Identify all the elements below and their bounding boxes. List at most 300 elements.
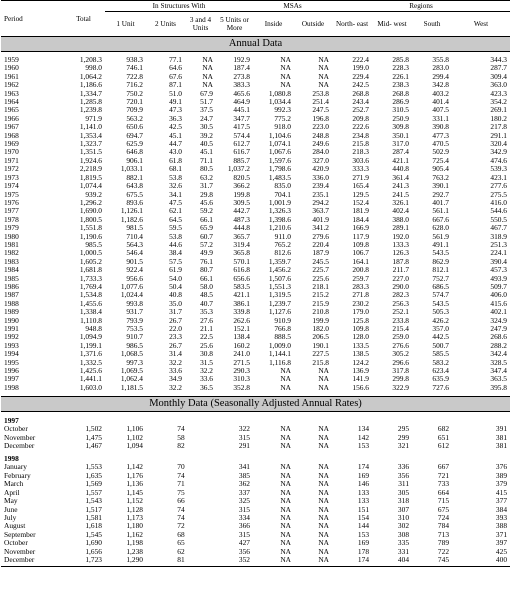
table-cell: NA bbox=[202, 56, 213, 64]
table-cell: NA bbox=[202, 64, 213, 73]
table-cell: 271.8 bbox=[352, 291, 370, 300]
table-cell: 885.7 bbox=[233, 156, 250, 165]
table-cell: 1,290 bbox=[126, 555, 143, 564]
table-cell: 311 bbox=[398, 480, 410, 489]
table-cell: 1978 bbox=[4, 215, 19, 224]
table-cell: 1988 bbox=[4, 299, 19, 308]
table-cell: 918.0 bbox=[274, 123, 291, 132]
table-cell: 166.9 bbox=[352, 224, 370, 233]
table-cell: 563.2 bbox=[126, 114, 143, 123]
table-cell: 715 bbox=[437, 497, 450, 506]
table-row bbox=[1, 174, 510, 182]
table-cell: 401.9 bbox=[312, 215, 330, 224]
table-cell: 1986 bbox=[4, 282, 19, 291]
table-cell: 174 bbox=[357, 555, 370, 564]
table-cell: 344.3 bbox=[490, 56, 508, 64]
table-cell: 694.7 bbox=[126, 131, 143, 140]
table-cell: NA bbox=[280, 433, 291, 442]
table-cell: 675 bbox=[437, 505, 450, 514]
table-cell: 1970 bbox=[4, 148, 19, 157]
table-cell: 320.4 bbox=[490, 140, 508, 149]
table-cell: 1,398.6 bbox=[268, 215, 291, 224]
year-heading-row bbox=[1, 416, 510, 425]
table-cell: 242.5 bbox=[352, 81, 370, 90]
table-cell: 243.4 bbox=[352, 98, 370, 107]
table-row bbox=[1, 489, 510, 497]
table-cell: 310.5 bbox=[392, 106, 410, 115]
table-cell: 1,296.2 bbox=[79, 198, 102, 207]
table-row bbox=[1, 73, 510, 81]
table-cell: 682 bbox=[437, 425, 450, 434]
table-cell: 835.0 bbox=[274, 182, 291, 191]
table-cell: 363.0 bbox=[490, 81, 508, 90]
table-cell: 457.3 bbox=[490, 266, 508, 275]
table-cell: 152.4 bbox=[352, 198, 370, 207]
table-row bbox=[1, 531, 510, 539]
table-cell: 142 bbox=[357, 433, 370, 442]
table-row bbox=[1, 207, 510, 215]
table-cell: 33.6 bbox=[169, 367, 182, 376]
table-cell: 1,094 bbox=[126, 442, 143, 451]
table-cell: 390.4 bbox=[490, 257, 508, 266]
table-cell: 165.4 bbox=[352, 182, 370, 191]
table-cell: 109.8 bbox=[352, 325, 370, 333]
table-cell: 820.5 bbox=[233, 173, 250, 182]
table-cell: 31.5 bbox=[200, 358, 213, 367]
table-cell: NA bbox=[318, 539, 330, 548]
table-cell: 1,106 bbox=[126, 425, 143, 434]
table-row bbox=[1, 224, 510, 232]
table-cell: 1962 bbox=[4, 81, 19, 90]
table-cell: 37.5 bbox=[200, 106, 213, 115]
table-cell: 287.4 bbox=[392, 148, 410, 157]
table-cell: 564.3 bbox=[126, 240, 143, 249]
table-cell: NA bbox=[280, 81, 291, 90]
table-cell: 401.7 bbox=[432, 198, 450, 207]
table-cell: 199.8 bbox=[233, 190, 250, 199]
table-cell: 234.8 bbox=[352, 131, 370, 140]
table-cell: 276.6 bbox=[392, 341, 410, 350]
table-cell: 315 bbox=[238, 530, 250, 539]
table-cell: 931.7 bbox=[126, 308, 143, 317]
table-cell: 406.0 bbox=[490, 291, 508, 300]
table-cell: 985.5 bbox=[85, 240, 102, 249]
table-cell: 746.1 bbox=[126, 64, 143, 73]
table-cell: 65 bbox=[177, 539, 185, 548]
table-cell: 164.1 bbox=[352, 257, 370, 266]
table-row bbox=[1, 283, 510, 291]
table-cell: 1,502 bbox=[85, 425, 102, 434]
table-cell: 1,605.2 bbox=[79, 257, 102, 266]
table-cell: 333.3 bbox=[352, 165, 370, 174]
table-cell: 136.9 bbox=[352, 367, 370, 376]
table-cell: 336 bbox=[397, 463, 410, 472]
table-cell: 793.9 bbox=[126, 316, 143, 325]
header-midwest: Mid- west bbox=[377, 20, 407, 28]
table-cell: 397 bbox=[495, 539, 508, 548]
table-cell: 423.1 bbox=[490, 173, 508, 182]
table-cell: 391 bbox=[495, 425, 508, 434]
table-cell: 50.4 bbox=[169, 282, 182, 291]
table-cell: 1985 bbox=[4, 274, 19, 283]
table-cell: 77.1 bbox=[169, 56, 182, 64]
table-row bbox=[1, 106, 510, 114]
table-cell: 1974 bbox=[4, 182, 19, 191]
table-cell: NA bbox=[280, 425, 291, 434]
table-cell: 190.1 bbox=[312, 341, 330, 350]
table-cell: 187.8 bbox=[392, 257, 410, 266]
table-cell: 1,210.6 bbox=[268, 224, 291, 233]
table-cell: 271.5 bbox=[233, 358, 250, 367]
table-cell: 366 bbox=[238, 522, 250, 531]
table-cell: NA bbox=[318, 505, 330, 514]
table-cell: 327.0 bbox=[312, 156, 330, 165]
table-cell: 1990 bbox=[4, 316, 19, 325]
table-cell: 35.3 bbox=[200, 308, 213, 317]
table-cell: 226.1 bbox=[392, 72, 410, 81]
table-cell: 445.1 bbox=[233, 106, 250, 115]
table-cell: 220.4 bbox=[312, 240, 330, 249]
table-cell: 1,077.6 bbox=[120, 282, 143, 291]
table-cell: 721 bbox=[437, 471, 450, 480]
table-cell: 720.1 bbox=[126, 98, 143, 107]
table-cell: 215.8 bbox=[312, 358, 330, 367]
table-cell: 57.2 bbox=[200, 240, 213, 249]
table-cell: 752.7 bbox=[432, 274, 450, 283]
table-cell: 623.4 bbox=[432, 367, 450, 376]
table-cell: 74 bbox=[177, 471, 185, 480]
table-cell: 322 bbox=[238, 425, 250, 434]
table-cell: 1,080.8 bbox=[268, 89, 291, 98]
table-cell: 227.0 bbox=[392, 274, 410, 283]
table-cell: 651 bbox=[437, 433, 450, 442]
table-cell: 1,534.8 bbox=[79, 291, 102, 300]
table-cell: NA bbox=[318, 64, 330, 73]
table-cell: 341 bbox=[238, 463, 250, 472]
table-cell: 32.2 bbox=[200, 367, 213, 376]
table-cell: May bbox=[4, 497, 18, 506]
table-cell: 442.5 bbox=[432, 333, 450, 342]
table-cell: 401.4 bbox=[432, 98, 450, 107]
table-cell: NA bbox=[280, 539, 291, 548]
table-cell: 138.4 bbox=[233, 333, 250, 342]
table-cell: 1,001.9 bbox=[268, 198, 291, 207]
table-cell: 133 bbox=[357, 488, 370, 497]
table-cell: 65.9 bbox=[200, 224, 213, 233]
table-cell: 1,581 bbox=[85, 513, 102, 522]
table-cell: 199.9 bbox=[312, 316, 330, 325]
table-cell: 417.5 bbox=[233, 123, 250, 132]
table-cell: 440.8 bbox=[392, 165, 410, 174]
table-cell: 347.4 bbox=[490, 367, 508, 376]
table-cell: 336.0 bbox=[312, 173, 330, 182]
table-cell: 47.5 bbox=[169, 198, 182, 207]
table-cell: 470.5 bbox=[432, 140, 450, 149]
table-row bbox=[1, 216, 510, 224]
table-row bbox=[1, 98, 510, 106]
table-cell: 335 bbox=[397, 539, 410, 548]
year-heading: 1998 bbox=[4, 454, 19, 464]
table-cell: July bbox=[4, 513, 17, 522]
table-cell: 156.6 bbox=[352, 383, 370, 392]
table-cell: 228.3 bbox=[392, 64, 410, 73]
table-cell: 1,690.0 bbox=[79, 207, 102, 216]
table-cell: March bbox=[4, 480, 24, 489]
table-row bbox=[1, 249, 510, 257]
table-cell: 384 bbox=[495, 505, 508, 514]
table-cell: NA bbox=[280, 505, 291, 514]
table-cell: 296.6 bbox=[392, 358, 410, 367]
table-cell: 310 bbox=[397, 513, 410, 522]
table-cell: 60.7 bbox=[200, 232, 213, 241]
table-cell: 1992 bbox=[4, 333, 19, 342]
table-cell: 217.8 bbox=[490, 123, 508, 132]
table-row bbox=[1, 367, 510, 375]
header-period: Period bbox=[4, 14, 23, 23]
table-cell: 64.5 bbox=[169, 215, 182, 224]
table-cell: 1,102 bbox=[126, 433, 143, 442]
table-cell: NA bbox=[280, 375, 291, 384]
table-cell: 268.8 bbox=[352, 89, 370, 98]
table-cell: 31.7 bbox=[200, 182, 213, 191]
table-cell: 80.5 bbox=[200, 165, 213, 174]
table-cell: 1,507.6 bbox=[268, 274, 291, 283]
table-cell: 81 bbox=[177, 555, 185, 564]
header-one-unit: 1 Unit bbox=[116, 20, 135, 28]
table-cell: 1,467 bbox=[85, 442, 102, 451]
table-cell: 1,182.6 bbox=[120, 215, 143, 224]
table-cell: 259.0 bbox=[392, 333, 410, 342]
table-cell: 407.5 bbox=[432, 106, 450, 115]
table-cell: 400 bbox=[495, 555, 508, 564]
table-cell: 727.6 bbox=[432, 383, 450, 392]
table-cell: 377 bbox=[495, 497, 508, 506]
table-cell: 1,141.0 bbox=[79, 123, 102, 132]
table-cell: 628.0 bbox=[432, 224, 450, 233]
header-three-four-units: 3 and 4 Units bbox=[189, 16, 212, 32]
table-cell: 1,334.7 bbox=[79, 89, 102, 98]
table-cell: 612 bbox=[437, 442, 450, 451]
table-cell: NA bbox=[202, 81, 213, 90]
table-cell: 74 bbox=[177, 425, 185, 434]
table-cell: 539.3 bbox=[490, 165, 508, 174]
table-cell: 543.5 bbox=[432, 299, 450, 308]
table-cell: 1,024.4 bbox=[120, 291, 143, 300]
table-cell: NA bbox=[280, 547, 291, 556]
table-cell: 544.6 bbox=[490, 207, 508, 216]
table-cell: 66.1 bbox=[200, 215, 213, 224]
table-cell: 192.9 bbox=[233, 56, 250, 64]
table-cell: 733 bbox=[437, 480, 450, 489]
table-cell: 70 bbox=[177, 463, 185, 472]
table-cell: 215.9 bbox=[312, 299, 330, 308]
table-cell: 1,323.7 bbox=[79, 140, 102, 149]
table-cell: February bbox=[4, 471, 31, 480]
table-cell: 64.6 bbox=[169, 64, 182, 73]
table-row bbox=[1, 140, 510, 148]
table-cell: 1,353.4 bbox=[79, 131, 102, 140]
table-cell: August bbox=[4, 522, 26, 531]
table-cell: 583.2 bbox=[432, 358, 450, 367]
table-cell: 1,190.6 bbox=[79, 232, 102, 241]
table-row bbox=[1, 480, 510, 488]
table-cell: 444.8 bbox=[233, 224, 250, 233]
table-cell: 309.8 bbox=[392, 123, 410, 132]
table-cell: 393 bbox=[495, 513, 508, 522]
table-cell: 235.1 bbox=[312, 190, 330, 199]
table-cell: 956.6 bbox=[126, 274, 143, 283]
table-cell: 285.8 bbox=[392, 56, 410, 64]
table-cell: 362 bbox=[238, 480, 250, 489]
table-cell: 421.1 bbox=[233, 291, 250, 300]
table-cell: 87.1 bbox=[169, 81, 182, 90]
table-cell: 324.9 bbox=[490, 316, 508, 325]
table-cell: 319.4 bbox=[233, 240, 250, 249]
table-cell: 893.6 bbox=[126, 198, 143, 207]
table-cell: NA bbox=[280, 497, 291, 506]
table-cell: 252.1 bbox=[392, 308, 410, 317]
table-cell: 331.1 bbox=[432, 114, 450, 123]
table-cell: December bbox=[4, 555, 35, 564]
table-cell: 383.3 bbox=[233, 81, 250, 90]
table-cell: 49.1 bbox=[169, 98, 182, 107]
table-cell: 1975 bbox=[4, 190, 19, 199]
table-cell: 124.2 bbox=[352, 358, 370, 367]
table-cell: 1,094.9 bbox=[79, 333, 102, 342]
table-row bbox=[1, 539, 510, 547]
table-cell: 357.0 bbox=[432, 325, 450, 333]
table-cell: 26.7 bbox=[169, 341, 182, 350]
table-cell: 117.9 bbox=[352, 232, 370, 241]
table-cell: 371 bbox=[495, 530, 508, 539]
header-two-units: 2 Units bbox=[155, 20, 176, 28]
table-cell: 67.9 bbox=[200, 89, 213, 98]
table-cell: 415.6 bbox=[490, 299, 508, 308]
table-row bbox=[1, 333, 510, 341]
table-cell: 1,199.1 bbox=[79, 341, 102, 350]
table-cell: 22.5 bbox=[200, 333, 213, 342]
table-cell: 250.9 bbox=[392, 114, 410, 123]
table-cell: 51.0 bbox=[169, 89, 182, 98]
table-cell: 753.5 bbox=[126, 325, 143, 333]
table-cell: 277.6 bbox=[490, 182, 508, 191]
table-cell: December bbox=[4, 442, 35, 451]
header-five-units-or-more: 5 Units or More bbox=[220, 16, 249, 32]
table-cell: 906.1 bbox=[126, 156, 143, 165]
table-cell: 474.6 bbox=[490, 156, 508, 165]
table-cell: October bbox=[4, 425, 28, 434]
table-cell: 1,597.6 bbox=[268, 156, 291, 165]
table-cell: 1,551.3 bbox=[268, 282, 291, 291]
housing-data-table bbox=[1, 0, 510, 567]
table-cell: 1,064.2 bbox=[79, 72, 102, 81]
table-cell: NA bbox=[318, 497, 330, 506]
table-row bbox=[1, 241, 510, 249]
table-cell: NA bbox=[318, 81, 330, 90]
table-cell: 709.9 bbox=[126, 106, 143, 115]
table-cell: 34.9 bbox=[169, 375, 182, 384]
table-cell: 1,173 bbox=[126, 513, 143, 522]
table-cell: 1996 bbox=[4, 367, 19, 376]
table-cell: 616.8 bbox=[233, 266, 250, 275]
table-cell: 1981 bbox=[4, 240, 19, 249]
table-row bbox=[1, 199, 510, 207]
table-cell: 239.4 bbox=[312, 182, 330, 191]
table-cell: 775.2 bbox=[274, 114, 291, 123]
table-cell: 68.1 bbox=[169, 165, 182, 174]
table-cell: 386.1 bbox=[233, 299, 250, 308]
table-cell: 1,110.8 bbox=[80, 316, 102, 325]
table-cell: 268.6 bbox=[490, 333, 508, 342]
table-cell: 998.0 bbox=[85, 64, 102, 73]
table-cell: 1964 bbox=[4, 98, 19, 107]
table-cell: 334 bbox=[238, 513, 250, 522]
table-cell: 36.5 bbox=[200, 383, 213, 392]
table-cell: 1,690 bbox=[85, 539, 102, 548]
table-cell: 1971 bbox=[4, 156, 19, 165]
table-cell: 283.0 bbox=[432, 64, 450, 73]
table-cell: 182.0 bbox=[312, 325, 330, 333]
table-cell: 1,425.6 bbox=[79, 367, 102, 376]
header-west: West bbox=[473, 20, 489, 28]
table-cell: 402.1 bbox=[490, 308, 508, 317]
table-cell: 1,338.4 bbox=[79, 308, 102, 317]
table-cell: 29.8 bbox=[200, 190, 213, 199]
table-cell: 766.8 bbox=[274, 325, 291, 333]
table-cell: 62 bbox=[177, 547, 185, 556]
table-cell: 273.8 bbox=[233, 72, 250, 81]
table-cell: 225.7 bbox=[312, 266, 330, 275]
table-cell: 704.1 bbox=[274, 190, 291, 199]
header-total: Total bbox=[76, 14, 91, 23]
table-cell: 24.7 bbox=[200, 114, 213, 123]
table-cell: 376 bbox=[495, 463, 508, 472]
table-cell: 724 bbox=[437, 513, 450, 522]
table-cell: 295 bbox=[397, 425, 410, 434]
table-cell: NA bbox=[280, 463, 291, 472]
table-cell: 53.8 bbox=[169, 173, 182, 182]
table-cell: 1998 bbox=[4, 383, 19, 392]
table-row bbox=[1, 342, 510, 350]
table-cell: 1987 bbox=[4, 291, 19, 300]
table-cell: 664 bbox=[437, 488, 450, 497]
table-row bbox=[1, 191, 510, 199]
table-cell: 1,551.8 bbox=[79, 224, 102, 233]
table-cell: 109.8 bbox=[352, 240, 370, 249]
table-cell: 30.5 bbox=[200, 123, 213, 132]
table-cell: 363.5 bbox=[490, 375, 508, 384]
table-cell: 253.8 bbox=[312, 89, 330, 98]
table-row bbox=[1, 132, 510, 140]
table-cell: 910.7 bbox=[126, 333, 143, 342]
table-cell: 286.9 bbox=[392, 98, 410, 107]
table-cell: November bbox=[4, 433, 36, 442]
table-cell: 1,208.3 bbox=[79, 56, 102, 64]
table-cell: 355.8 bbox=[432, 56, 450, 64]
monthly-section bbox=[1, 397, 510, 567]
table-cell: 43.0 bbox=[169, 148, 182, 157]
table-cell: 420.9 bbox=[312, 165, 330, 174]
table-cell: 58 bbox=[177, 433, 185, 442]
table-cell: NA bbox=[280, 367, 291, 376]
table-cell: 38.4 bbox=[169, 249, 182, 258]
table-cell: 302 bbox=[397, 522, 410, 531]
table-cell: 241.5 bbox=[392, 190, 410, 199]
table-cell: September bbox=[4, 530, 36, 539]
table-cell: 153 bbox=[357, 530, 370, 539]
table-cell: 57.5 bbox=[169, 257, 182, 266]
table-cell: 200.8 bbox=[352, 266, 370, 275]
